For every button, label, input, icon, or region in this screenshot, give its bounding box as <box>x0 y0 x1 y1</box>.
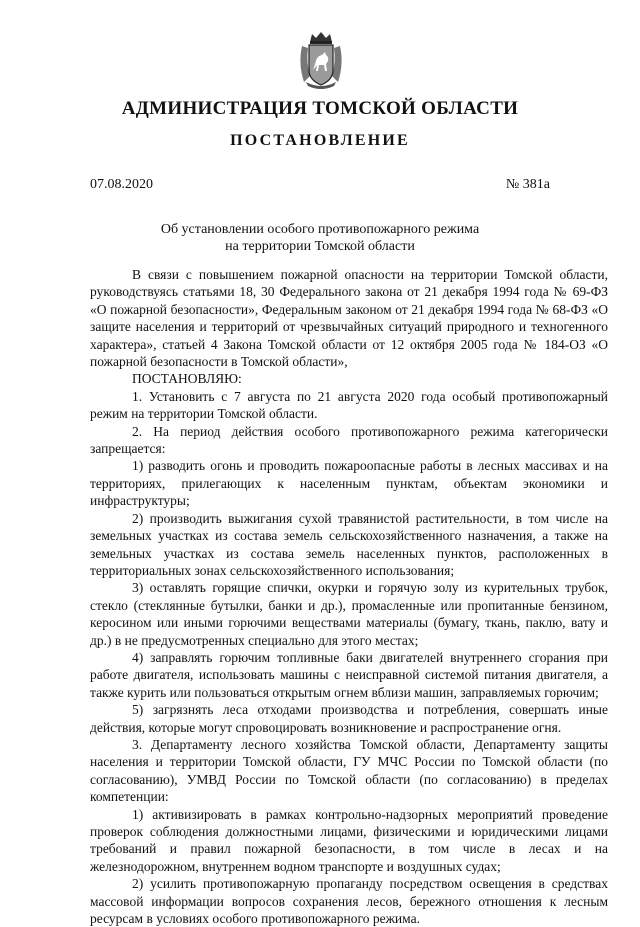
paragraph-3: 3. Департаменту лесного хозяйства Томской области, Департаменту защиты населения и территории Томской области, ГУ МЧС России по Томской области (по согласованию), УМВД России по Томской области (по согласованию) в пределах компетенции: <box>90 736 608 805</box>
document-date: 07.08.2020 <box>90 177 153 192</box>
subparagraph-2-4: 4) заправлять горючим топливные баки двигателей внутреннего сгорания при работе двигателя, использовать машины с неисправной системой питания двигателя, а также курить или пользоваться открытым огнем вблизи машин, заправляемых горючим; <box>90 649 608 700</box>
preamble-paragraph: В связи с повышением пожарной опасности на территории Томской области, руководствуясь статьями 18, 30 Федерального закона от 21 декабря 1994 года № 69-ФЗ «О пожарной безопасности», Федеральным законом от 21 декабря 1994 года № 68-ФЗ «О защите населения и территорий от чрезвычайных ситуаций природного и техногенного характера», статьей 4 Закона Томской области от 12 октября 2005 года № 184-ОЗ «О пожарной безопасности в Томской области», <box>90 267 608 370</box>
subject-line: Об установлении особого противопожарного режима <box>160 222 480 237</box>
document-type: ПОСТАНОВЛЕНИЕ <box>230 132 410 149</box>
organization-title: АДМИНИСТРАЦИЯ ТОМСКОЙ ОБЛАСТИ <box>121 98 519 119</box>
subparagraph-2-3: 3) оставлять горящие спички, окурки и горячую золу из курительных трубок, стекло (стеклянные бутылки, банки и др.), промасленные или пропитанные бензином, керосином или иными горючими веществами материалы (бумагу, ткань, паклю, вату и др.) в не предусмотренных специально для этого местах; <box>90 580 608 648</box>
subparagraph-2-5: 5) загрязнять леса отходами производства и потребления, совершать иные действия, которые могут спровоцировать возникновение и распространение огня. <box>90 702 608 735</box>
document-body <box>90 266 608 927</box>
paragraph-1: 1. Установить с 7 августа по 21 августа 2020 года особый противопожарный режим на территории Томской области. <box>90 388 608 422</box>
subparagraph-2-2: 2) производить выжигания сухой травянистой растительности, в том числе на земельных участках из состава земель сельскохозяйственного назначения, а также на земельных участках из состава земель населенных пунктов, расположенных в территориальных зонах сельскохозяйственного использования; <box>90 510 608 578</box>
document-number: № 381а <box>505 177 550 192</box>
subparagraph-3-1: 1) активизировать в рамках контрольно-надзорных мероприятий проведение проверок соблюдения должностными лицами, физическими и юридическими лицами требований и правил пожарной безопасности, в том числе в лесах и на железнодорожном, внутреннем водном транспорте и воздушных судах; <box>90 806 608 874</box>
subject-line: на территории Томской области <box>225 239 415 254</box>
subparagraph-2-1: 1) разводить огонь и проводить пожароопасные работы в лесных массивах и на территориях, прилегающих к населенным пунктам, объектам экономики и инфраструктуры; <box>90 458 608 509</box>
paragraph-2: 2. На период действия особого противопожарного режима категорически запрещается: <box>90 423 608 457</box>
document-subject <box>90 221 550 255</box>
subparagraph-3-2: 2) усилить противопожарную пропаганду посредством освещения в средствах массовой информации вопросов сохранения лесов, бережного отношения к лесным ресурсам в условиях особого противопожарного режима. <box>90 876 608 927</box>
decree-word: ПОСТАНОВЛЯЮ: <box>132 371 242 387</box>
coat-of-arms-icon <box>296 30 346 92</box>
